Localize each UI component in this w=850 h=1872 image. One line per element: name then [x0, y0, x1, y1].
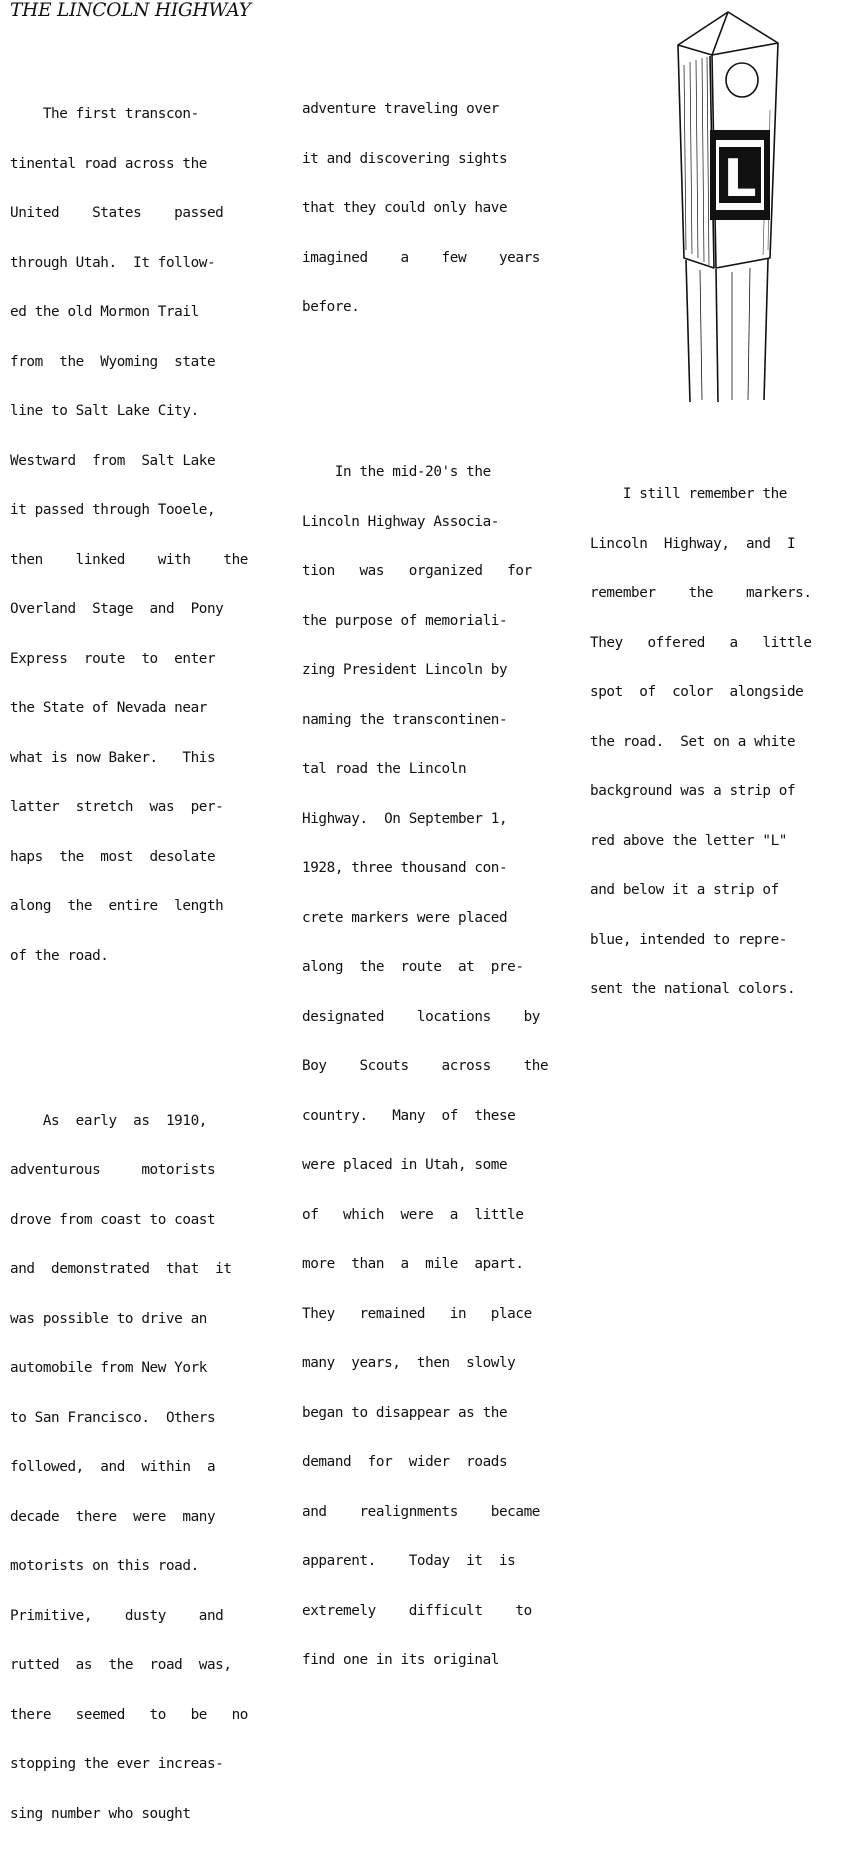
text-line: decade there were many: [10, 1508, 216, 1525]
text-line: latter stretch was per-: [10, 799, 224, 815]
text-line: tal road the Lincoln: [302, 761, 467, 777]
text-line: naming the transcontinen-: [302, 711, 508, 728]
text-line: and demonstrated that it: [10, 1261, 232, 1277]
text-line: United States passed: [10, 205, 224, 221]
text-line: Primitive, dusty and: [10, 1607, 224, 1624]
article-title: THE LINCOLN HIGHWAY: [10, 0, 251, 21]
text-line: They remained in place: [302, 1305, 532, 1322]
text-line: As early as 1910,: [10, 1112, 207, 1129]
text-line: Boy Scouts across the: [302, 1058, 549, 1074]
lincoln-highway-marker-illustration: [670, 10, 786, 405]
text-line: find one in its original: [302, 1652, 499, 1668]
text-line: the State of Nevada near: [10, 700, 207, 716]
text-line: They offered a little: [590, 634, 812, 651]
text-line: of which were a little: [302, 1206, 524, 1223]
marker-letter-l: L: [723, 149, 757, 209]
text-line: and realignments became: [302, 1503, 541, 1520]
text-line: adventure traveling over: [302, 101, 499, 117]
text-line: of the road.: [10, 947, 109, 964]
text-line: then linked with the: [10, 551, 249, 568]
text-line: apparent. Today it is: [302, 1553, 516, 1569]
text-line: motorists on this road.: [10, 1558, 199, 1574]
paragraph: [590, 453, 812, 1031]
text-line: designated locations by: [302, 1008, 541, 1025]
text-line: haps the most desolate: [10, 848, 216, 865]
text-line: Westward from Salt Lake: [10, 452, 216, 469]
text-line: spot of color alongside: [590, 684, 804, 700]
column-1: [10, 40, 248, 1872]
text-line: to San Francisco. Others: [10, 1409, 216, 1426]
text-line: extremely difficult to: [302, 1602, 532, 1619]
text-line: demand for wider roads: [302, 1454, 508, 1470]
text-line: background was a strip of: [590, 783, 796, 799]
text-line: crete markers were placed: [302, 909, 508, 926]
text-line: tion was organized for: [302, 563, 532, 579]
text-line: ed the old Mormon Trail: [10, 304, 199, 320]
paragraph: [10, 1080, 248, 1856]
text-line: imagined a few years: [302, 249, 541, 266]
text-line: it and discovering sights: [302, 150, 508, 167]
paragraph: [302, 68, 548, 349]
text-line: it passed through Tooele,: [10, 502, 216, 518]
paragraph: [10, 73, 248, 997]
text-line: In the mid-20's the: [302, 464, 491, 480]
text-line: the purpose of memoriali-: [302, 612, 508, 629]
text-line: zing President Lincoln by: [302, 662, 508, 678]
text-line: line to Salt Lake City.: [10, 403, 199, 419]
text-line: Highway. On September 1,: [302, 810, 508, 827]
text-line: began to disappear as the: [302, 1404, 508, 1421]
text-line: along the route at pre-: [302, 959, 524, 975]
text-line: blue, intended to repre-: [590, 931, 787, 948]
text-line: The first transcon-: [10, 106, 199, 122]
text-line: remember the markers.: [590, 585, 812, 601]
text-line: drove from coast to coast: [10, 1211, 216, 1228]
text-line: adventurous motorists: [10, 1162, 216, 1178]
text-line: sing number who sought: [10, 1805, 191, 1822]
text-line: was possible to drive an: [10, 1310, 207, 1327]
text-line: followed, and within a: [10, 1459, 216, 1475]
text-line: tinental road across the: [10, 155, 207, 172]
text-line: rutted as the road was,: [10, 1657, 232, 1673]
circle-emblem-icon: [726, 63, 758, 97]
text-line: Lincoln Highway Associa-: [302, 513, 499, 530]
text-line: more than a mile apart.: [302, 1256, 524, 1272]
text-line: were placed in Utah, some: [302, 1157, 508, 1173]
column-2: [302, 35, 548, 1718]
marker-cap-icon: [678, 12, 778, 55]
text-line: from the Wyoming state: [10, 353, 216, 370]
text-line: country. Many of these: [302, 1107, 516, 1124]
text-line: the road. Set on a white: [590, 733, 796, 750]
text-line: along the entire length: [10, 898, 224, 914]
text-line: 1928, three thousand con-: [302, 860, 508, 876]
text-line: Lincoln Highway, and I: [590, 535, 796, 552]
text-line: Overland Stage and Pony: [10, 601, 224, 617]
text-line: what is now Baker. This: [10, 749, 216, 766]
text-line: and below it a strip of: [590, 882, 779, 898]
text-line: that they could only have: [302, 200, 508, 216]
column-3: [590, 420, 812, 1047]
text-line: stopping the ever increas-: [10, 1756, 224, 1772]
text-line: I still remember the: [590, 486, 787, 502]
text-line: sent the national colors.: [590, 981, 796, 997]
text-line: before.: [302, 299, 360, 315]
paragraph: [302, 431, 548, 1702]
text-line: through Utah. It follow-: [10, 254, 216, 271]
text-line: red above the letter "L": [590, 832, 787, 849]
text-line: there seemed to be no: [10, 1706, 249, 1723]
text-line: many years, then slowly: [302, 1355, 516, 1371]
text-line: automobile from New York: [10, 1360, 207, 1376]
text-line: Express route to enter: [10, 650, 216, 667]
